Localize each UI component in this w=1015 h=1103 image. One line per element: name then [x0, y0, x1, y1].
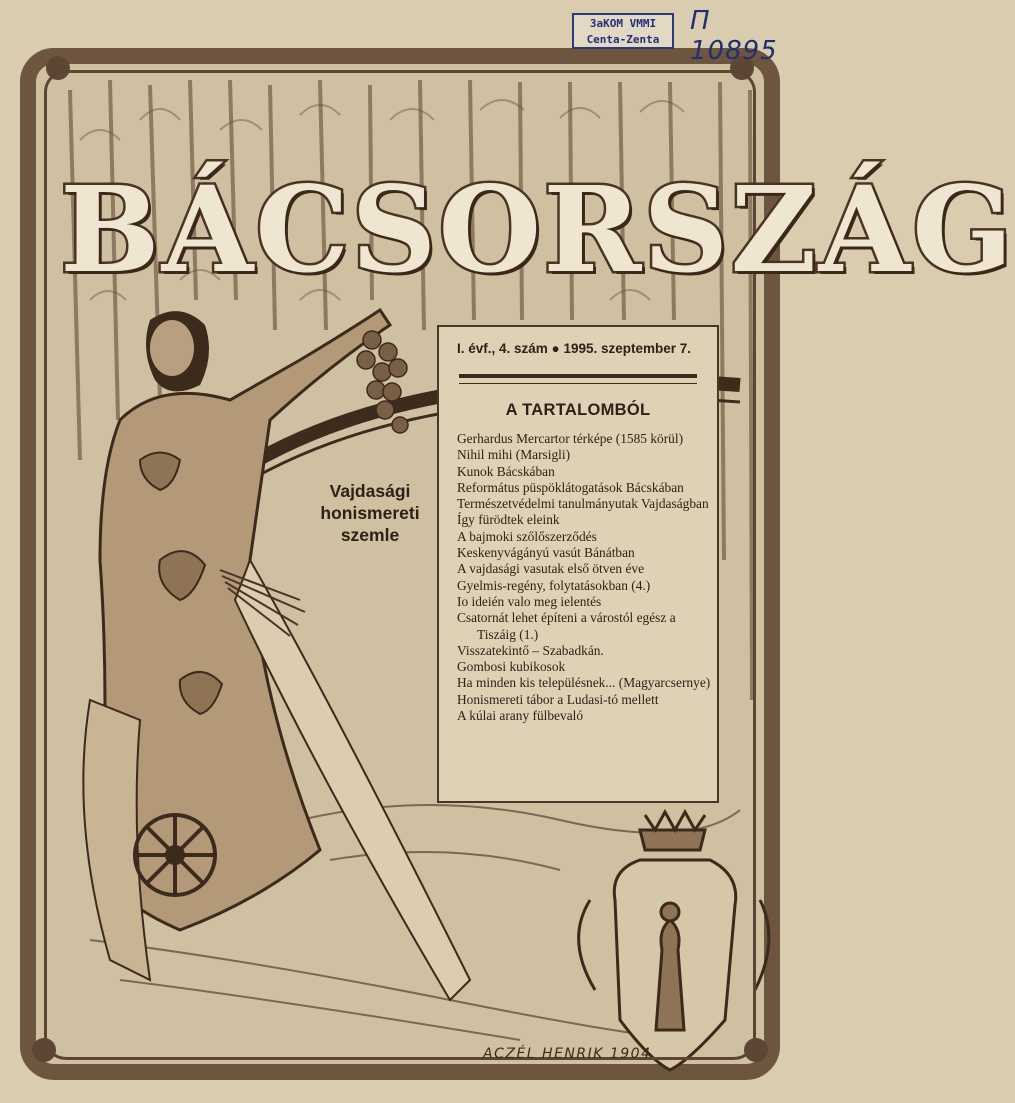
contents-box	[437, 325, 719, 803]
contents-item: Kunok Bácskában	[457, 463, 555, 479]
library-stamp	[572, 13, 674, 49]
artist-signature: ACZÉL HENRIK 1904	[483, 1046, 652, 1062]
divider	[459, 383, 697, 384]
contents-item: Keskenyvágányú vasút Bánátban	[457, 545, 635, 561]
divider	[459, 374, 697, 378]
contents-item: Io ideién valo meg ielentés	[457, 593, 602, 609]
contents-item: Református püspöklátogatások Bácskában	[457, 479, 684, 495]
stamp-line-1: 3aKOM VMMI	[589, 17, 657, 30]
contents-item: Természetvédelmi tanulmányutak Vajdaságban	[457, 496, 709, 512]
magazine-subtitle	[300, 480, 440, 546]
contents-list	[457, 431, 717, 724]
stamp-line-2: Centa-Zenta	[586, 33, 660, 46]
subtitle-line: szemle	[340, 525, 400, 545]
subtitle-line: honismereti	[320, 503, 420, 523]
catalog-number: П 10895	[690, 6, 778, 66]
contents-item: Csatornát lehet építeni a várostól egész a Tiszáig (1.)	[457, 610, 676, 642]
subtitle-line: Vajdasági	[329, 481, 411, 501]
magazine-title: BÁCSORSZÁG	[60, 160, 1015, 299]
contents-item: A vajdasági vasutak első ötven éve	[457, 561, 645, 577]
contents-item: Gombosi kubikosok	[457, 659, 566, 675]
contents-item: A bajmoki szőlőszerződés	[457, 528, 597, 544]
contents-heading: A TARTALOMBÓL	[505, 401, 651, 419]
issue-info: I. évf., 4. szám ● 1995. szeptember 7.	[457, 341, 692, 356]
contents-item: Nihil mihi (Marsigli)	[457, 447, 571, 463]
contents-item: A kúlai arany fülbevaló	[457, 708, 584, 724]
contents-item: Gerhardus Mercartor térképe (1585 körül)	[457, 431, 684, 446]
contents-item: Gyelmis-regény, folytatásokban (4.)	[457, 577, 651, 593]
contents-item: Így fürödtek eleink	[457, 512, 560, 528]
contents-item: Honismereti tábor a Ludasi-tó mellett	[457, 691, 659, 707]
contents-item: Ha minden kis településnek... (Magyarcsernye)	[457, 675, 711, 691]
contents-item: Visszatekintő – Szabadkán.	[457, 642, 604, 658]
